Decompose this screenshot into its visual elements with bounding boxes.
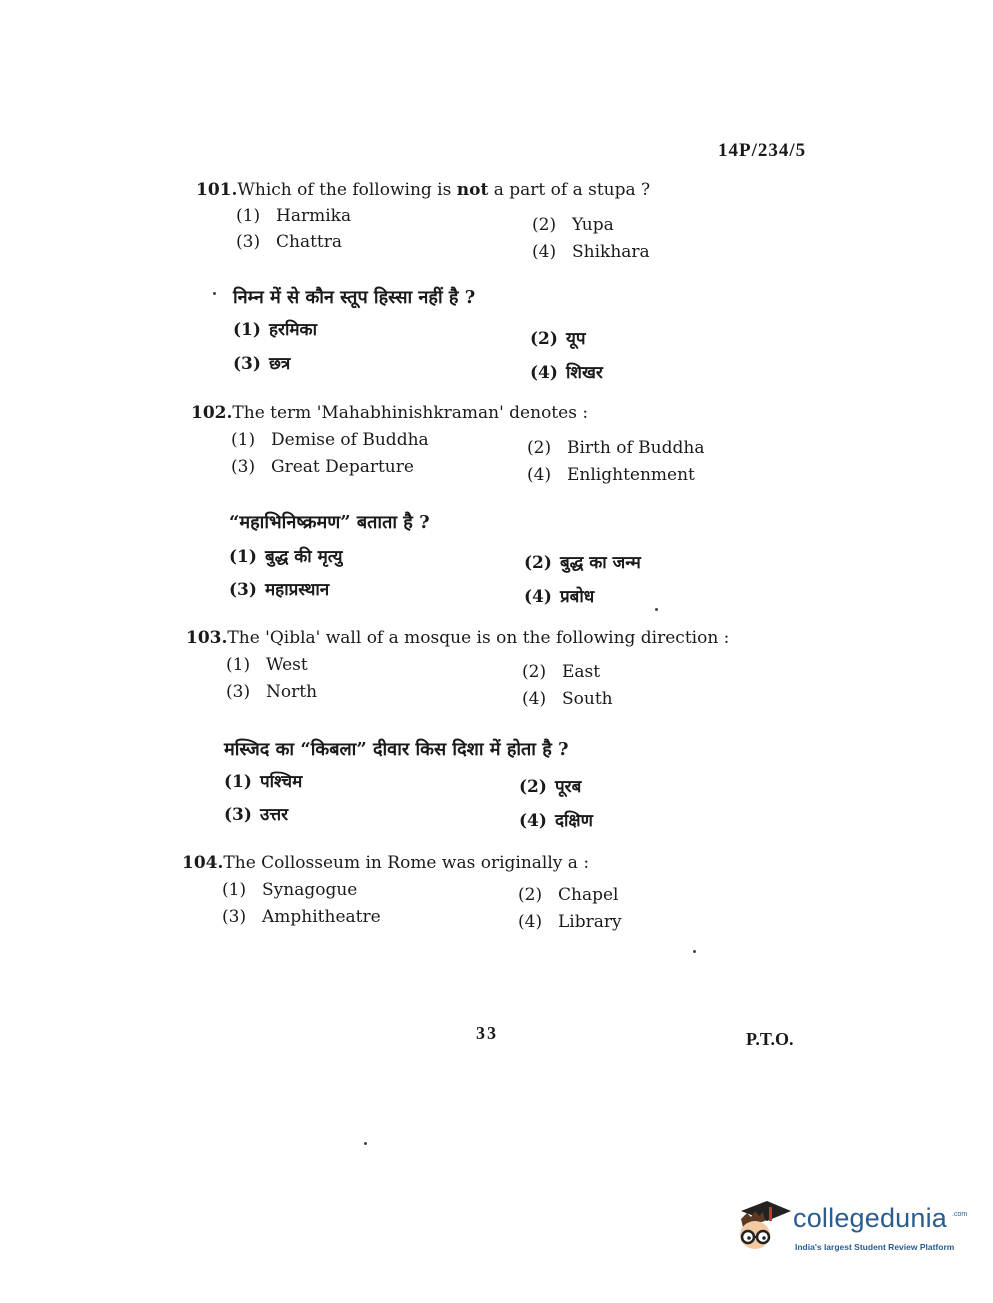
option-101-3: (3) Chattra — [236, 232, 343, 252]
hindi-option-101-2: (2) यूप — [530, 329, 586, 349]
option-101-4: (4) Shikhara — [532, 242, 650, 262]
option-102-3: (3) Great Departure — [231, 457, 414, 477]
option-104-3: (3) Amphitheatre — [222, 907, 381, 927]
hindi-option-103-4: (4) दक्षिण — [519, 811, 593, 831]
question-number: 101. — [196, 180, 238, 200]
hindi-question-101: निम्न में से कौन स्तूप हिस्सा नहीं है ? — [233, 287, 476, 308]
brand-tagline: India's largest Student Review Platform — [795, 1242, 955, 1252]
scan-speck — [655, 608, 658, 611]
paper-code: 14P/234/5 — [718, 140, 807, 161]
option-104-1: (1) Synagogue — [222, 880, 358, 900]
hindi-question-102: “महाभिनिष्क्रमण” बताता है ? — [229, 512, 430, 533]
hindi-option-101-4: (4) शिखर — [530, 363, 603, 383]
option-103-3: (3) North — [226, 682, 318, 702]
question-number: 104. — [182, 853, 224, 873]
scan-speck — [364, 1142, 367, 1145]
option-103-2: (2) East — [522, 662, 601, 682]
hindi-option-102-1: (1) बुद्ध की मृत्यु — [229, 547, 343, 567]
option-102-4: (4) Enlightenment — [527, 465, 695, 485]
scan-speck — [693, 950, 696, 953]
hindi-option-101-3: (3) छत्र — [233, 354, 291, 374]
collegedunia-watermark — [733, 1195, 968, 1265]
question-number: 103. — [186, 628, 228, 648]
option-101-2: (2) Yupa — [532, 215, 614, 235]
option-101-1: (1) Harmika — [236, 206, 352, 226]
hindi-option-102-3: (3) महाप्रस्थान — [229, 580, 330, 600]
question-101: 101.Which of the following is not a part of a stupa ? — [196, 180, 651, 200]
question-103: 103.The 'Qibla' wall of a mosque is on the following direction : — [186, 628, 730, 648]
pto-label: P.T.O. — [746, 1029, 794, 1049]
hindi-option-101-1: (1) हरमिका — [233, 320, 318, 340]
hindi-option-102-4: (4) प्रबोध — [524, 587, 595, 607]
option-102-1: (1) Demise of Buddha — [231, 430, 429, 450]
page-number: 33 — [476, 1023, 498, 1043]
scan-speck — [213, 292, 216, 295]
brand-name: collegedunia — [793, 1203, 948, 1233]
question-104: 104.The Collosseum in Rome was originally a : — [182, 853, 590, 873]
question-number: 102. — [191, 403, 233, 423]
option-104-2: (2) Chapel — [518, 885, 619, 905]
option-103-4: (4) South — [522, 689, 613, 709]
question-102: 102.The term 'Mahabhinishkraman' denotes : — [191, 403, 589, 423]
option-103-1: (1) West — [226, 655, 308, 675]
student-mascot-icon — [733, 1197, 793, 1259]
hindi-question-103: मस्जिद का “किबला” दीवार किस दिशा में होता है ? — [224, 739, 569, 760]
hindi-option-103-1: (1) पश्चिम — [224, 772, 303, 792]
brand-domain: .com — [952, 1211, 968, 1218]
hindi-option-102-2: (2) बुद्ध का जन्म — [524, 553, 641, 573]
option-102-2: (2) Birth of Buddha — [527, 438, 705, 458]
hindi-option-103-3: (3) उत्तर — [224, 805, 289, 825]
hindi-option-103-2: (2) पूरब — [519, 777, 582, 797]
option-104-4: (4) Library — [518, 912, 622, 932]
